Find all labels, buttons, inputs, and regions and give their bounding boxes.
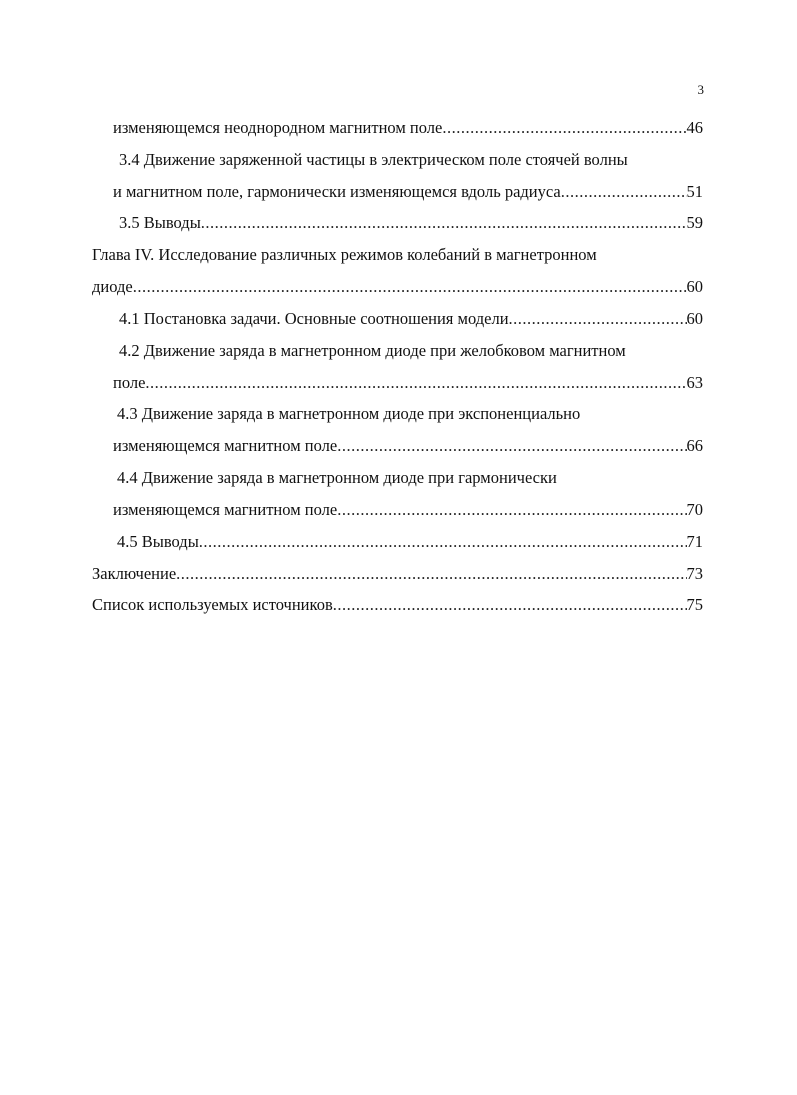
toc-entry-title: 4.4 Движение заряда в магнетронном диоде при гармонически xyxy=(117,468,557,487)
toc-entry-title: Глава IV. Исследование различных режимов колебаний в магнетронном xyxy=(92,245,597,264)
toc-entry xyxy=(92,593,703,617)
toc-entry-page: 46 xyxy=(686,118,703,137)
toc-entry xyxy=(119,307,703,331)
toc-entry-page: 59 xyxy=(686,213,703,232)
toc-entry xyxy=(117,402,703,426)
toc-entry-title: поле xyxy=(113,373,146,392)
toc-entry-title: изменяющемся магнитном поле xyxy=(113,436,338,455)
toc-entry-page: 75 xyxy=(686,595,703,614)
toc-entry-title: изменяющемся неоднородном магнитном поле xyxy=(113,118,443,137)
toc-entry-page: 60 xyxy=(686,277,703,296)
leader-dots xyxy=(199,530,687,554)
toc-entry xyxy=(92,562,703,586)
toc-entry xyxy=(113,371,703,395)
leader-dots xyxy=(201,211,687,235)
toc-entry-title: 4.5 Выводы xyxy=(117,532,199,551)
leader-dots xyxy=(442,116,686,140)
toc-entry xyxy=(117,530,703,554)
toc-entry-page: 70 xyxy=(686,500,703,519)
toc-entry xyxy=(92,275,703,299)
toc-entry-title: Список используемых источников xyxy=(92,595,333,614)
leader-dots xyxy=(337,434,686,458)
toc-entry-title: 3.5 Выводы xyxy=(119,213,201,232)
toc-entry xyxy=(119,148,703,172)
toc-entry-page: 51 xyxy=(686,182,703,201)
toc-entry-title: изменяющемся магнитном поле xyxy=(113,500,338,519)
toc-entry-page: 60 xyxy=(686,309,703,328)
toc-entry-title: и магнитном поле, гармонически изменяющемся вдоль радиуса xyxy=(113,182,561,201)
toc-entry-page: 71 xyxy=(686,532,703,551)
leader-dots xyxy=(509,307,687,331)
leader-dots xyxy=(176,562,686,586)
toc-entry-title: диоде xyxy=(92,277,133,296)
toc-entry-title: 4.1 Постановка задачи. Основные соотношения модели xyxy=(119,309,509,328)
toc-entry xyxy=(113,498,703,522)
toc-entry-title: 4.3 Движение заряда в магнетронном диоде при экспоненциально xyxy=(117,404,581,423)
toc-entry-page: 66 xyxy=(686,436,703,455)
toc-entry xyxy=(113,116,703,140)
toc-entry xyxy=(119,339,703,363)
toc-entry-title: 4.2 Движение заряда в магнетронном диоде при желобковом магнитном xyxy=(119,341,626,360)
leader-dots xyxy=(561,180,687,204)
toc-entry xyxy=(119,211,703,235)
toc-entry xyxy=(113,180,703,204)
page-number: 3 xyxy=(697,82,704,97)
toc-entry xyxy=(113,434,703,458)
leader-dots xyxy=(133,275,687,299)
toc-entry xyxy=(117,466,703,490)
toc-entry-page: 73 xyxy=(686,564,703,583)
toc-entry xyxy=(92,243,703,267)
leader-dots xyxy=(333,593,687,617)
leader-dots xyxy=(145,371,686,395)
toc-entry-title: 3.4 Движение заряженной частицы в электрическом поле стоячей волны xyxy=(119,150,628,169)
toc-entry-page: 63 xyxy=(686,373,703,392)
leader-dots xyxy=(337,498,686,522)
toc-entry-title: Заключение xyxy=(92,564,177,583)
